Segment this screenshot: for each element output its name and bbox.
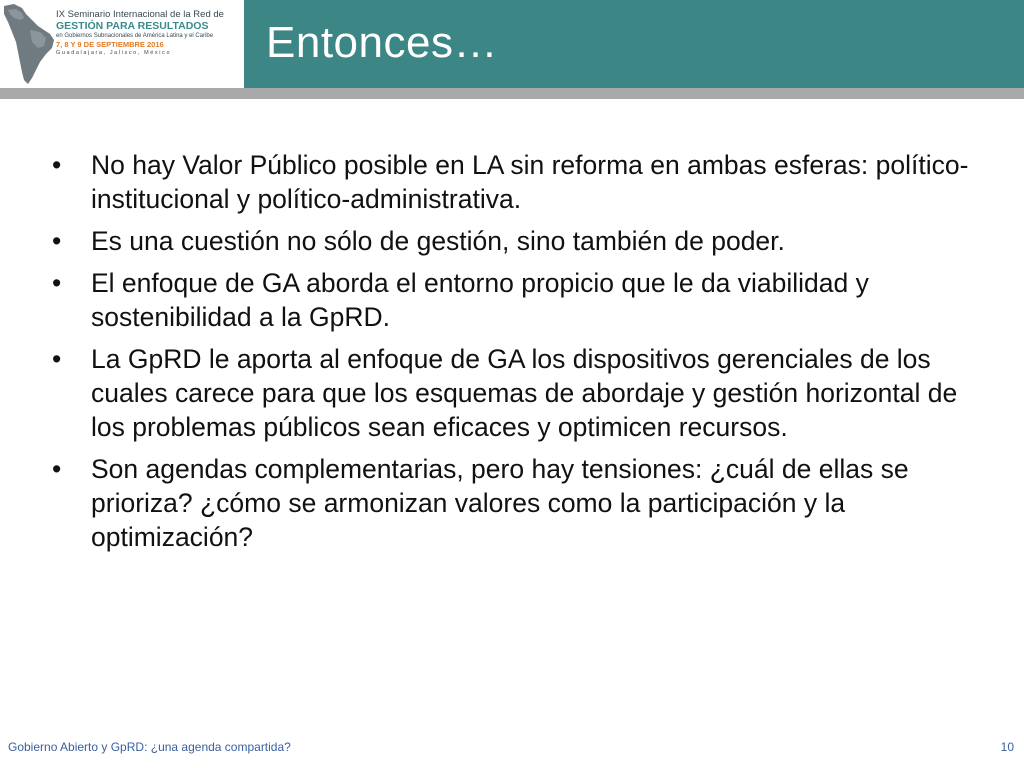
bullet-item xyxy=(52,342,972,444)
bullet-item xyxy=(52,224,972,258)
bullet-dot-icon: • xyxy=(52,150,62,180)
footer-caption: Gobierno Abierto y GpRD: ¿una agenda compartida? xyxy=(8,740,291,754)
bullet-text: Es una cuestión no sólo de gestión, sino también de poder. xyxy=(91,226,785,256)
header-divider xyxy=(0,88,1024,99)
event-logo xyxy=(0,0,244,88)
bullet-dot-icon: • xyxy=(52,226,62,256)
bullet-text: El enfoque de GA aborda el entorno propicio que le da viabilidad y sostenibilidad a la GpRD. xyxy=(91,268,869,332)
bullet-dot-icon: • xyxy=(52,268,62,298)
title-bar xyxy=(244,0,1024,88)
bullet-text: No hay Valor Público posible en LA sin reforma en ambas esferas: político-institucional y político-administrativa. xyxy=(91,150,969,214)
logo-text xyxy=(56,10,238,57)
bullet-item xyxy=(52,266,972,334)
bullet-item xyxy=(52,148,972,216)
logo-network-name: GESTIÓN PARA RESULTADOS xyxy=(56,19,209,32)
bullet-item xyxy=(52,452,972,554)
latin-america-map-icon xyxy=(0,0,60,88)
bullet-text: La GpRD le aporta al enfoque de GA los dispositivos gerenciales de los cuales carece para que los esquemas de abordaje y gestión horizontal de los problemas públicos sean eficaces y optimicen recursos. xyxy=(91,344,958,442)
logo-region-line: en Gobiernos Subnacionales de América Latina y el Caribe xyxy=(56,32,214,39)
slide-title: Entonces… xyxy=(266,18,498,67)
bullet-text: Son agendas complementarias, pero hay tensiones: ¿cuál de ellas se prioriza? ¿cómo se armonizan valores como la participación y la optimización? xyxy=(91,454,909,552)
page-number: 10 xyxy=(1000,740,1014,754)
bullet-list xyxy=(52,148,972,562)
bullet-dot-icon: • xyxy=(52,454,62,484)
logo-dates: 7, 8 Y 9 DE SEPTIEMBRE 2016 xyxy=(56,40,164,50)
logo-location: Guadalajara, Jalisco, México xyxy=(56,50,172,57)
logo-seminar-line: IX Seminario Internacional de la Red de xyxy=(56,9,224,20)
bullet-dot-icon: • xyxy=(52,344,62,374)
